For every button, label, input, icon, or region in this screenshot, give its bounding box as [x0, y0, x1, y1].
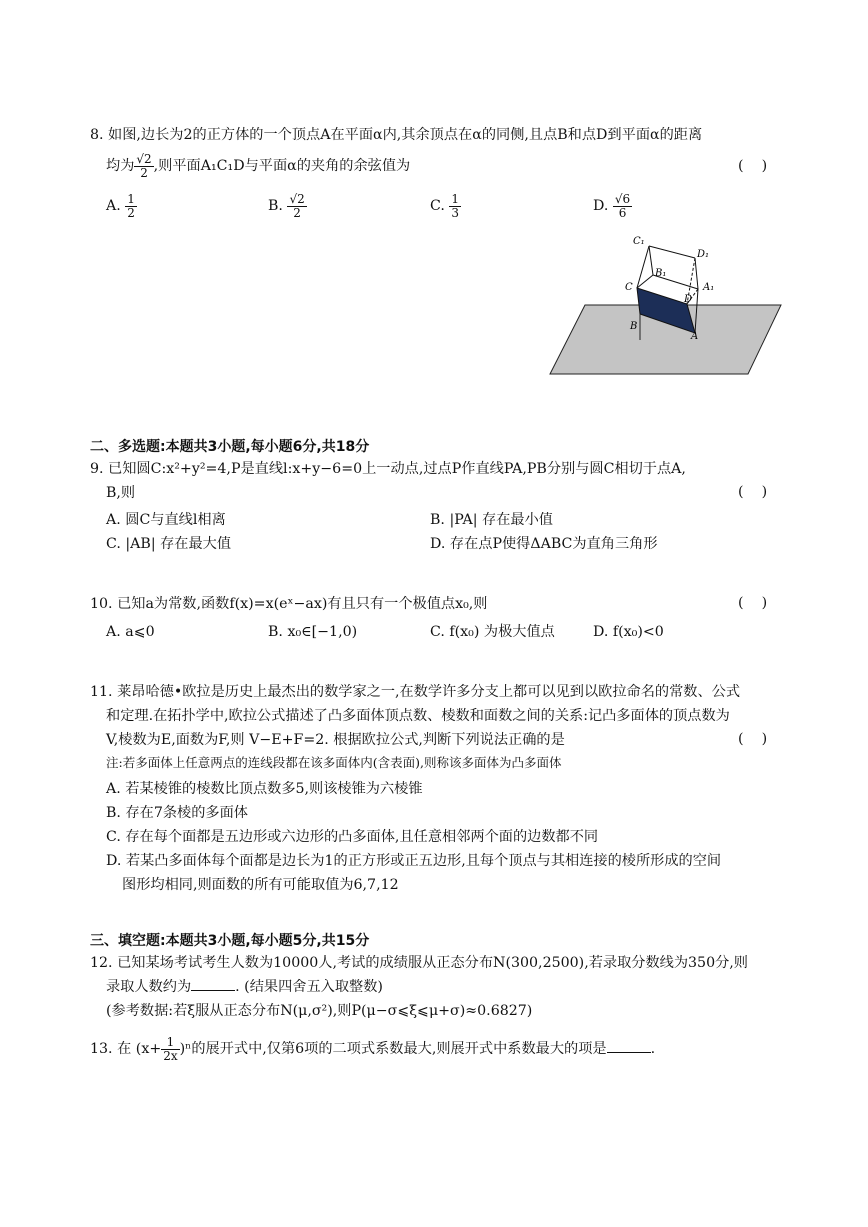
frac-numerator: √2 — [136, 151, 152, 166]
q13-pre: 13. 在 — [90, 1041, 132, 1057]
expr-pre: (x+ — [135, 1041, 162, 1057]
q11-option-a[interactable]: A. 若某棱锥的棱数比顶点数多5,则该棱锥为六棱锥 — [106, 781, 423, 797]
frac-denominator: 3 — [451, 205, 460, 220]
label-b: B — [630, 321, 638, 332]
q12-line2-post: . (结果四舍五入取整数) — [235, 979, 383, 995]
frac-denominator: 2x — [163, 1048, 178, 1063]
frac-numerator: 1 — [127, 191, 135, 206]
q11-option-d[interactable]: D. 若某凸多面体每个面都是边长为1的正方形或正五边形,且每个顶点与其相连接的棱所形成的空间 — [106, 853, 722, 869]
q12-line2 — [106, 978, 383, 996]
q8-distance-fraction — [134, 153, 153, 180]
option-fraction — [287, 193, 306, 220]
label-a: A — [691, 331, 699, 342]
frac-numerator: 1 — [451, 191, 460, 206]
label-c1: C₁ — [633, 236, 645, 247]
q12-reference: (参考数据:若ξ服从正态分布N(μ,σ²),则P(μ−σ⩽ξ⩽μ+σ)≈0.6827) — [106, 1003, 533, 1019]
label-c: C — [625, 282, 633, 293]
q8-option-d[interactable] — [593, 190, 632, 222]
option-label: D. — [593, 198, 609, 214]
q9-option-c[interactable]: C. |AB| 存在最大值 — [106, 536, 232, 552]
q13-fraction — [161, 1036, 179, 1063]
label-b1: B₁ — [655, 268, 667, 279]
q11-option-b[interactable]: B. 存在7条棱的多面体 — [106, 805, 248, 821]
frac-numerator: √2 — [289, 191, 305, 206]
cube-on-plane-figure — [545, 232, 785, 378]
q12-line2-pre: 录取人数约为 — [106, 979, 192, 995]
section-2-heading: 二、多选题:本题共3小题,每小题6分,共18分 — [90, 439, 370, 455]
frac-denominator: 2 — [140, 165, 148, 180]
option-label: C. — [430, 198, 445, 214]
option-fraction — [449, 193, 461, 220]
frac-denominator: 2 — [127, 205, 135, 220]
label-d1: D₁ — [697, 249, 710, 260]
section-3-heading: 三、填空题:本题共3小题,每小题5分,共15分 — [90, 933, 370, 949]
q8-line2-pre: 均为 — [106, 158, 135, 174]
q13-end: . — [650, 1041, 656, 1057]
q9-option-a[interactable]: A. 圆C与直线l相离 — [106, 512, 226, 528]
q12-answer-blank[interactable] — [191, 978, 235, 991]
q10-line1: 10. 已知a为常数,函数f(x)=x(eˣ−ax)有且只有一个极值点x₀,则 — [90, 596, 488, 612]
q8-option-c[interactable] — [430, 190, 461, 222]
option-label: B. — [268, 198, 283, 214]
expr-post: )ⁿ — [179, 1041, 192, 1057]
q8-line2-post: ,则平面A₁C₁D与平面α的夹角的余弦值为 — [153, 158, 411, 174]
q9-line2: B,则 — [106, 485, 136, 501]
q13-expression — [135, 1034, 192, 1063]
label-a1: A₁ — [703, 282, 715, 293]
q8-line1: 8. 如图,边长为2的正方体的一个顶点A在平面α内,其余顶点在α的同侧,且点B和点D到平面α的距离 — [90, 127, 703, 143]
q8-option-b[interactable] — [268, 190, 307, 222]
q9-answer-paren: ( ) — [738, 484, 768, 500]
q11-line2: 和定理.在拓扑学中,欧拉公式描述了凸多面体顶点数、棱数和面数之间的关系:记凸多面体的顶点数为 — [106, 708, 730, 724]
q10-option-b[interactable]: B. x₀∈[−1,0) — [268, 624, 358, 640]
q9-option-b[interactable]: B. |PA| 存在最小值 — [430, 512, 553, 528]
option-label: A. — [106, 198, 121, 214]
q11-note: 注:若多面体上任意两点的连线段都在该多面体内(含表面),则称该多面体为凸多面体 — [106, 755, 562, 770]
q8-option-a[interactable] — [106, 190, 137, 222]
q8-answer-paren: ( ) — [738, 158, 768, 174]
q10-option-c[interactable]: C. f(x₀) 为极大值点 — [430, 624, 555, 640]
label-d: D — [684, 294, 693, 305]
q9-option-d[interactable]: D. 存在点P使得ΔABC为直角三角形 — [430, 536, 658, 552]
q11-line1: 11. 莱昂哈德•欧拉是历史上最杰出的数学家之一,在数学许多分支上都可以见到以欧拉命名的常数、公式 — [90, 684, 741, 700]
frac-numerator: √6 — [614, 191, 631, 206]
q10-option-d[interactable]: D. f(x₀)<0 — [593, 624, 664, 640]
q13-line — [90, 1032, 655, 1066]
q11-answer-paren: ( ) — [738, 731, 768, 747]
q10-answer-paren: ( ) — [738, 595, 768, 611]
q12-line1: 12. 已知某场考试考生人数为10000人,考试的成绩服从正态分布N(300,2500),若录取分数线为350分,则 — [90, 955, 748, 971]
q13-post: 的展开式中,仅第6项的二项式系数最大,则展开式中系数最大的项是 — [191, 1041, 607, 1057]
q11-line3: V,棱数为E,面数为F,则 V−E+F=2. 根据欧拉公式,判断下列说法正确的是 — [106, 732, 565, 748]
option-fraction — [613, 193, 632, 220]
q8-line2 — [106, 150, 410, 182]
option-fraction — [125, 193, 137, 220]
frac-numerator: 1 — [161, 1036, 179, 1050]
q11-option-d-cont: 图形均相同,则面数的所有可能取值为6,7,12 — [122, 877, 399, 893]
frac-denominator: 6 — [618, 205, 627, 220]
q10-option-a[interactable]: A. a⩽0 — [106, 624, 155, 640]
frac-denominator: 2 — [293, 205, 301, 220]
q9-line1: 9. 已知圆C:x²+y²=4,P是直线l:x+y−6=0上一动点,过点P作直线PA,PB分别与圆C相切于点A, — [90, 461, 686, 477]
q11-option-c[interactable]: C. 存在每个面都是五边形或六边形的凸多面体,且任意相邻两个面的边数都不同 — [106, 829, 599, 845]
q13-answer-blank[interactable] — [607, 1040, 651, 1053]
